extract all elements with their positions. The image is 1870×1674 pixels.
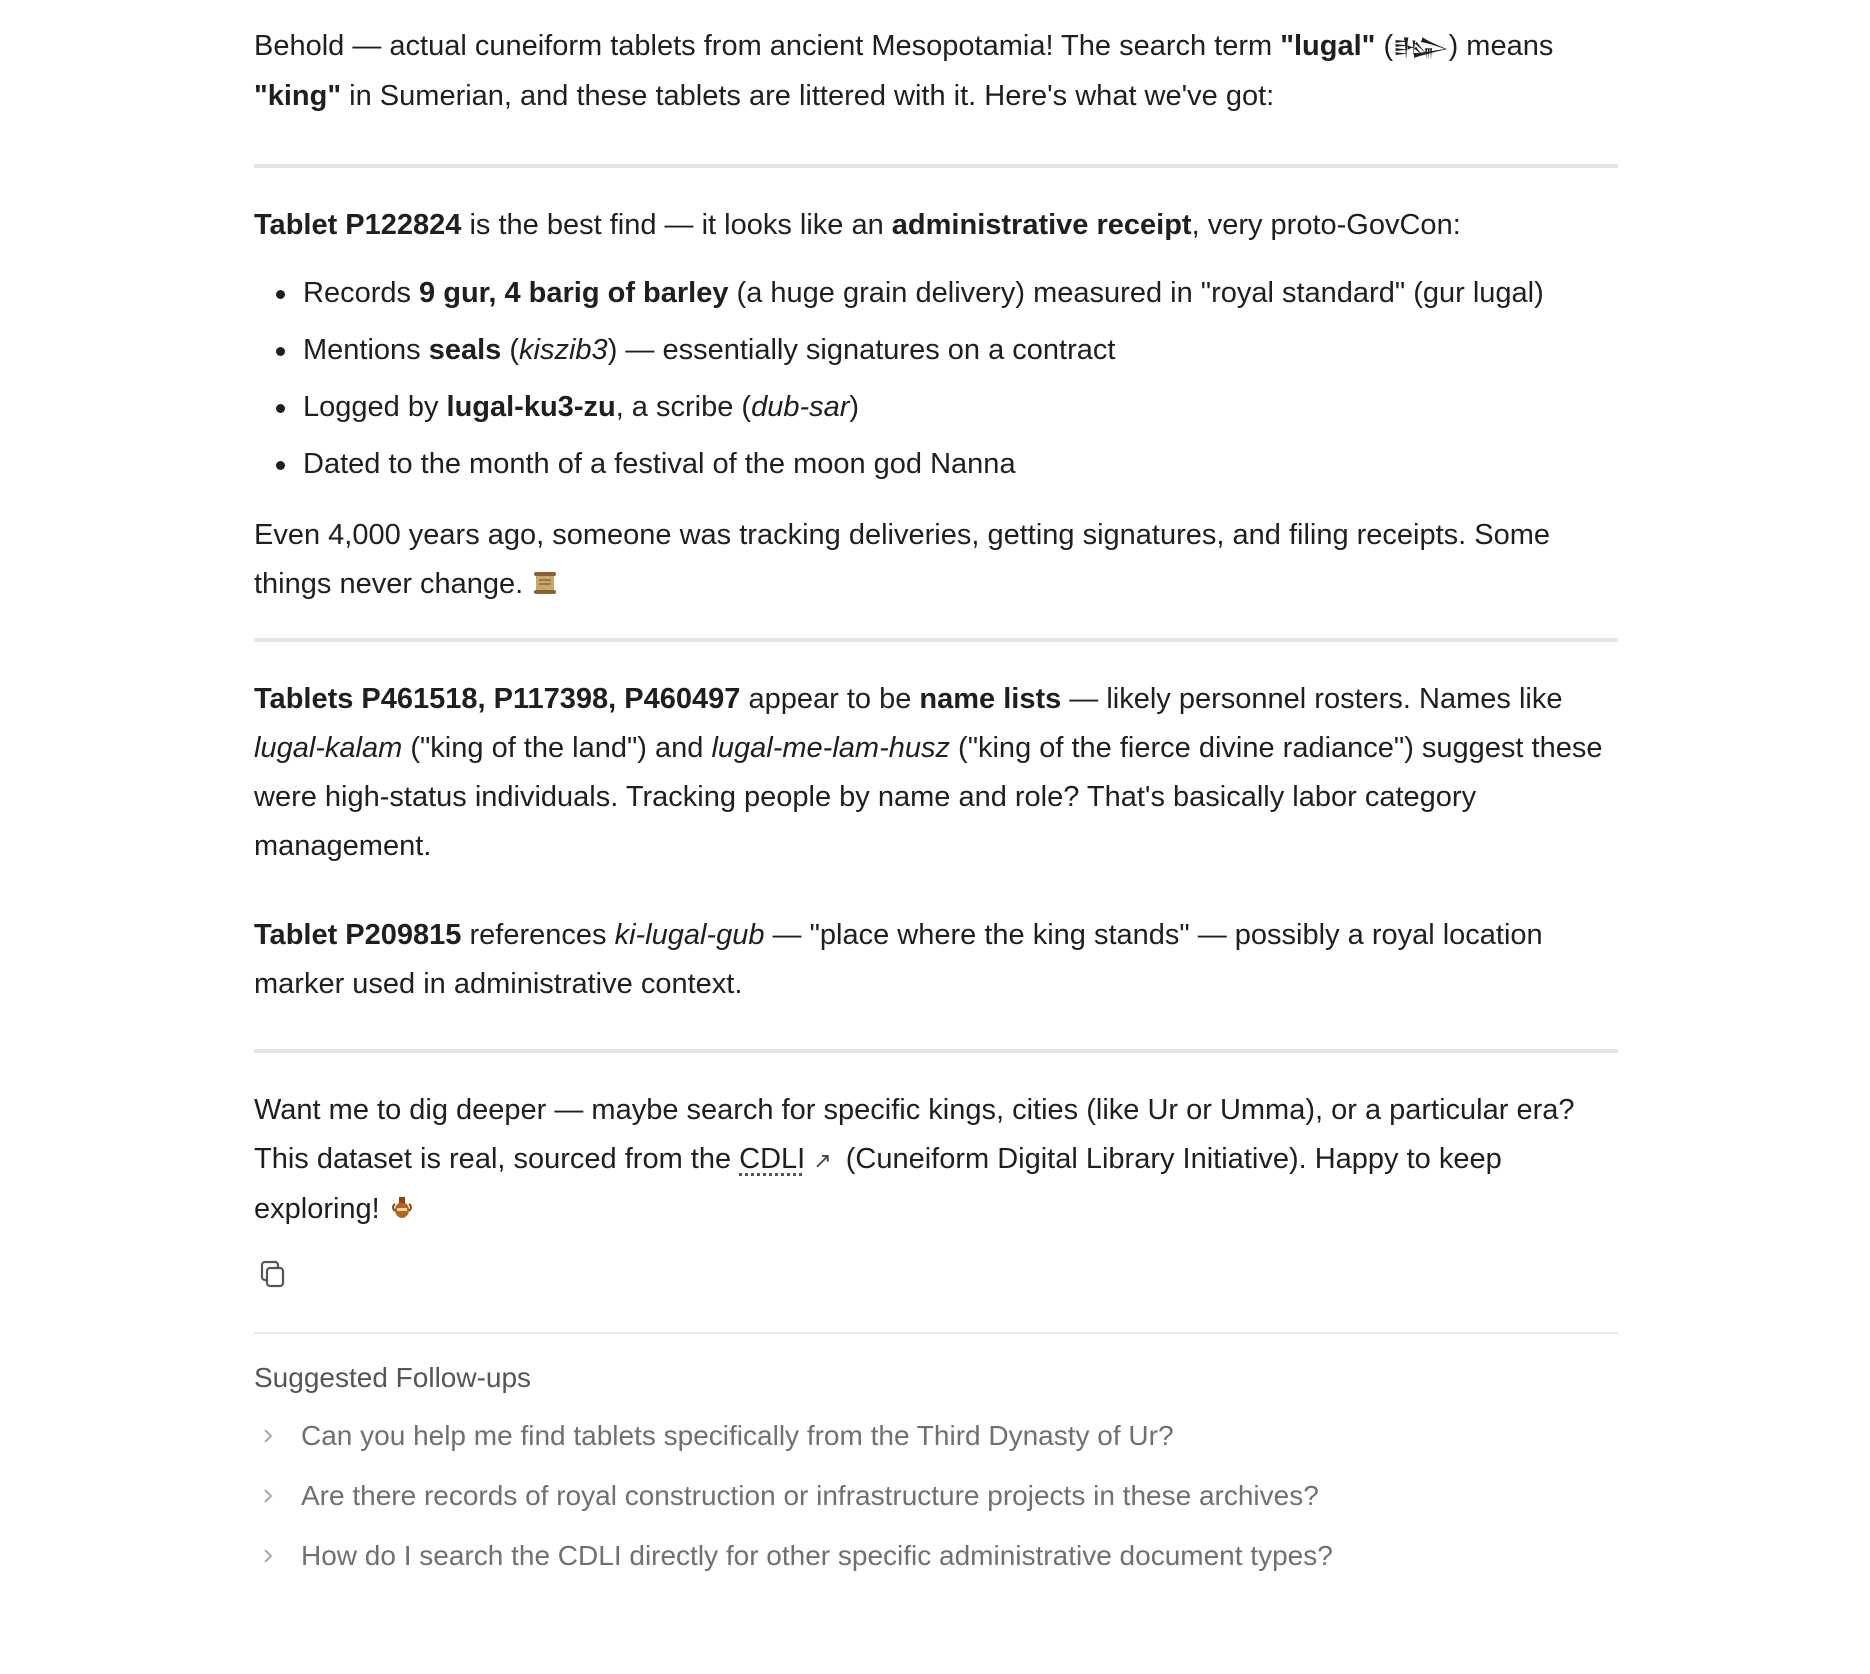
section2-text: ("king of the land") and [402, 732, 712, 764]
item-text: (a huge grain delivery) measured in "royal standard" (gur lugal) [728, 277, 1544, 309]
section2-paragraph [254, 675, 1618, 871]
section1-closing [254, 511, 1618, 609]
intro-paragraph [254, 22, 1618, 121]
term-italic: ki-lugal-gub [614, 919, 765, 951]
followup-item[interactable] [254, 1526, 1618, 1586]
section1-text: , very proto-GovCon: [1191, 209, 1461, 241]
item-text: Records [303, 277, 420, 309]
list-item [254, 265, 1618, 322]
closing-text: Want me to dig deeper — maybe search for specific kings, cities (like Ur or Umma), or a particular era? This dataset is real, sourced from the [254, 1094, 1575, 1175]
assistant-message [254, 22, 1618, 1586]
cuneiform-glyph: 𒈗 [1393, 33, 1449, 61]
item-text: Logged by [303, 391, 447, 423]
section2-text: — likely personnel rosters. Names like [1061, 683, 1563, 715]
item-bold: seals [428, 334, 502, 366]
section2-text: ("king of the fierce divine radiance") suggest these were high-status individuals. Tracking people by name and role? That's basically labor category management. [254, 732, 1603, 862]
item-text: , a scribe ( [615, 391, 752, 423]
section2-paragraph-2 [254, 911, 1618, 1009]
cdli-link[interactable]: CDLI [739, 1143, 806, 1175]
section2-text: appear to be [740, 683, 920, 715]
copy-icon[interactable] [254, 1254, 294, 1294]
item-bold: 9 gur, 4 barig of barley [419, 277, 729, 309]
tablet-id: Tablet P209815 [254, 919, 462, 951]
followup-text[interactable]: Are there records of royal construction or infrastructure projects in these archives? [301, 1480, 1319, 1511]
item-text: ( [501, 334, 520, 366]
tablet-kind: administrative receipt [891, 209, 1192, 241]
item-text: Mentions [303, 334, 429, 366]
followup-item[interactable] [254, 1466, 1618, 1526]
list-item [254, 436, 1618, 493]
followup-text[interactable]: How do I search the CDLI directly for other specific administrative document types? [301, 1540, 1333, 1571]
item-text: ) — essentially signatures on a contract [607, 334, 1116, 366]
closing-text: (Cuneiform Digital Library Initiative). Happy to keep exploring! [254, 1143, 1502, 1225]
chevron-right-icon [254, 1487, 301, 1505]
tablet-ids: Tablets P461518, P117398, P460497 [254, 683, 741, 715]
item-italic: dub-sar [751, 391, 850, 423]
search-term: "lugal" [1280, 30, 1376, 62]
closing-paragraph [254, 1086, 1618, 1234]
followups-list [254, 1406, 1618, 1586]
tablet-kind: name lists [919, 683, 1062, 715]
scroll-emoji-icon [531, 569, 559, 597]
copy-button[interactable] [254, 1254, 294, 1294]
section2-text: — "place where the king stands" — possibly a royal location marker used in administrative context. [254, 919, 1543, 1000]
chevron-right-icon [254, 1427, 301, 1445]
followup-item[interactable] [254, 1406, 1618, 1466]
intro-text: in Sumerian, and these tablets are littered with it. Here's what we've got: [341, 80, 1275, 112]
item-text: Dated to the month of a festival of the moon god Nanna [303, 448, 1016, 480]
section2-text: references [461, 919, 615, 951]
item-bold: lugal-ku3-zu [446, 391, 616, 423]
list-item [254, 322, 1618, 379]
list-item [254, 379, 1618, 436]
term-meaning: "king" [254, 80, 342, 112]
amphora-emoji-icon [388, 1194, 416, 1222]
section1-paragraph [254, 201, 1618, 250]
item-italic: kiszib3 [519, 334, 608, 366]
tablet-id: Tablet P122824 [254, 209, 462, 241]
external-link-icon[interactable]: ↗ [813, 1148, 832, 1173]
followups-title: Suggested Follow-ups [254, 1362, 532, 1393]
chevron-right-icon [254, 1547, 301, 1565]
section1-text: is the best find — it looks like an [461, 209, 892, 241]
tablet-details-list [254, 265, 1618, 493]
name-italic: lugal-me-lam-husz [711, 732, 950, 764]
followup-text[interactable]: Can you help me find tablets specifically from the Third Dynasty of Ur? [301, 1420, 1174, 1451]
intro-text: Behold — actual cuneiform tablets from ancient Mesopotamia! The search term [254, 30, 1281, 62]
name-italic: lugal-kalam [254, 732, 403, 764]
intro-text: ) means [1448, 30, 1554, 62]
intro-text: ( [1375, 30, 1394, 62]
item-text: ) [849, 391, 860, 423]
closing-text: Even 4,000 years ago, someone was tracking deliveries, getting signatures, and filing receipts. Some things never change. [254, 519, 1551, 600]
